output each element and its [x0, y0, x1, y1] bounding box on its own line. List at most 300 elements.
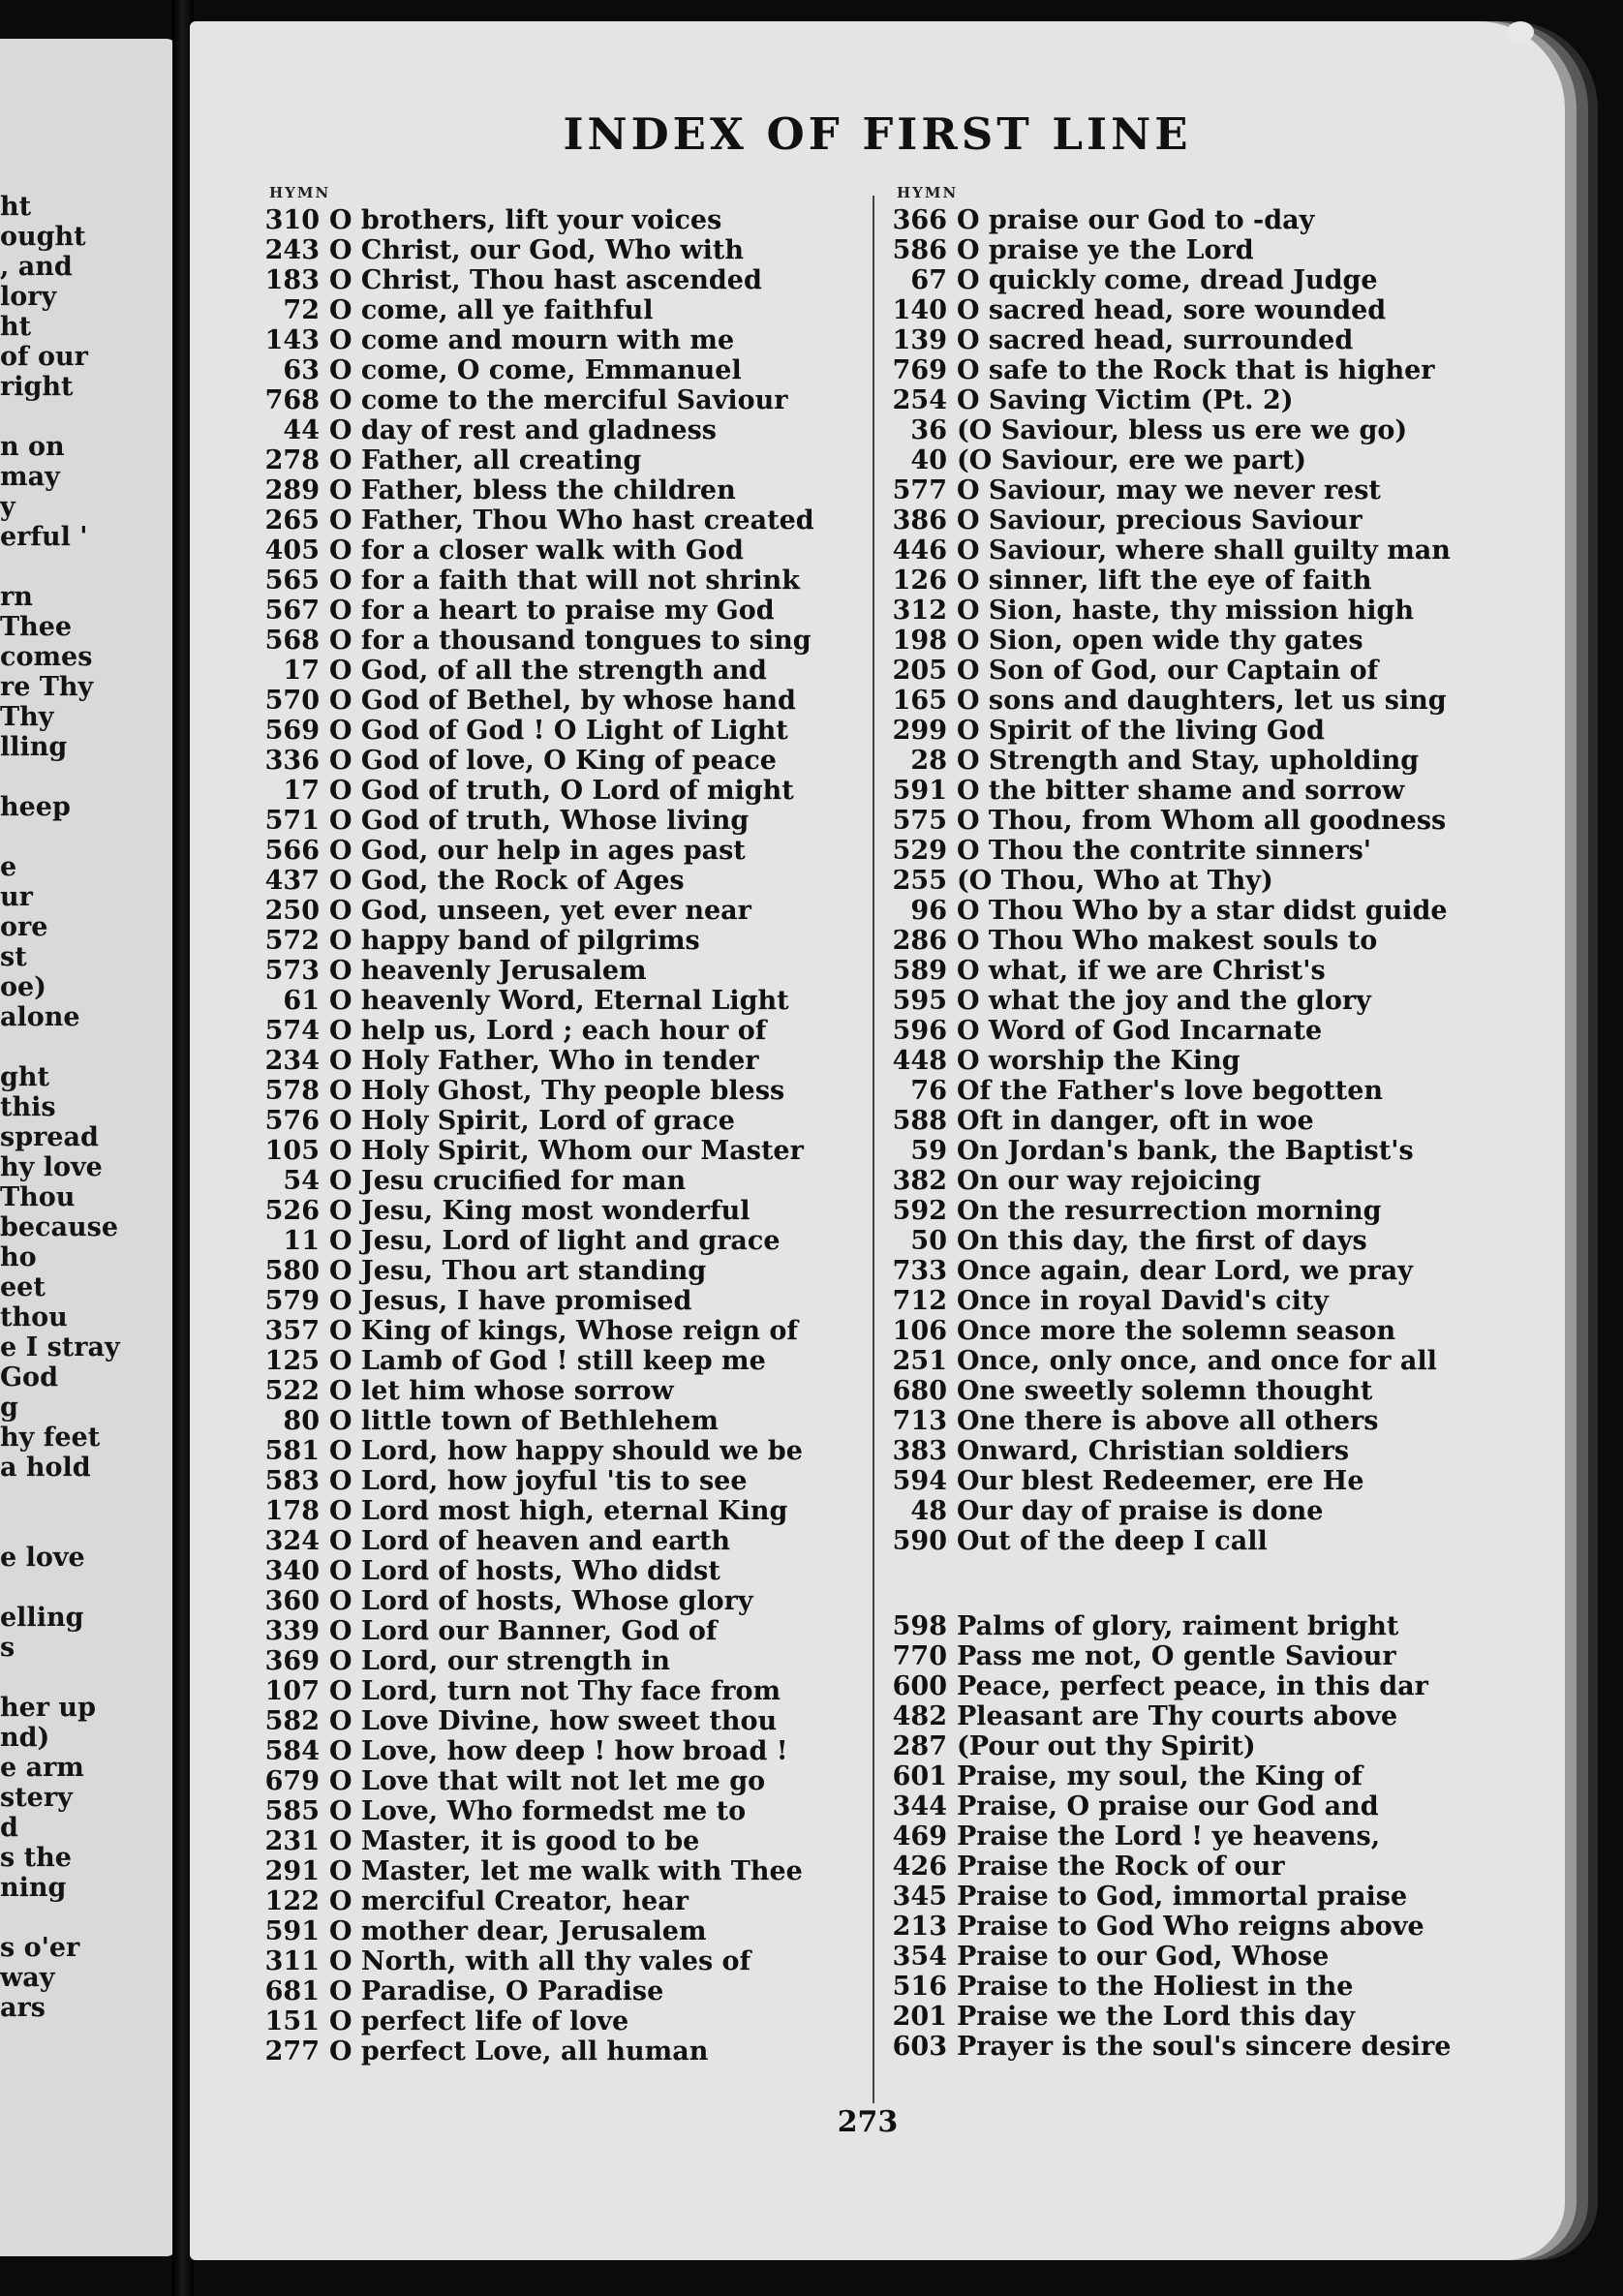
facing-page-fragment: , and	[0, 252, 73, 282]
hymn-number: 584	[264, 1736, 320, 1766]
facing-page-fragment: s the	[0, 1843, 72, 1873]
first-line-text: Of the Father's love begotten	[957, 1076, 1384, 1106]
facing-page-fragment: s o'er	[0, 1933, 80, 1963]
facing-page-fragment: rn	[0, 582, 33, 612]
index-entry	[885, 385, 1451, 415]
index-entry	[258, 1646, 814, 1676]
hymn-number: 583	[264, 1466, 320, 1496]
facing-page-fragment: ore	[0, 912, 48, 942]
index-entry	[258, 1856, 814, 1886]
index-entry	[258, 475, 814, 505]
hymn-number: 287	[892, 1731, 947, 1761]
facing-page-fragment: re Thy	[0, 672, 94, 702]
hymn-number: 576	[264, 1106, 320, 1136]
first-line-text: O God, unseen, yet ever near	[329, 896, 751, 926]
index-entry	[885, 475, 1451, 505]
hymn-number: 80	[283, 1406, 320, 1436]
hymn-number: 286	[892, 926, 947, 956]
index-entry	[885, 1136, 1451, 1166]
hymn-number: 573	[264, 956, 320, 986]
facing-page-fragment: nd)	[0, 1723, 50, 1753]
hymn-number: 603	[892, 2032, 947, 2062]
hymn-number: 278	[264, 445, 320, 475]
index-entry	[258, 1046, 814, 1076]
index-entry	[885, 2032, 1451, 2062]
facing-page-fragment: ght	[0, 1062, 49, 1092]
hymn-number: 386	[892, 505, 947, 536]
index-entry	[258, 295, 814, 325]
first-line-text: O merciful Creator, hear	[329, 1886, 689, 1916]
index-entry	[258, 1196, 814, 1226]
index-entry	[258, 205, 814, 235]
first-line-text: O Holy Ghost, Thy people bless	[329, 1076, 785, 1106]
first-line-text: O North, with all thy vales of	[329, 1946, 751, 1976]
first-line-text: Once, only once, and once for all	[957, 1346, 1437, 1376]
facing-page-fragment: of our	[0, 342, 88, 372]
hymn-number: 586	[892, 235, 947, 265]
first-line-text: O Sion, haste, thy mission high	[957, 596, 1414, 626]
hymn-number: 591	[892, 776, 947, 806]
hymn-number: 529	[892, 836, 947, 866]
hymn-number: 61	[283, 986, 320, 1016]
index-entry	[885, 1286, 1451, 1316]
hymn-number: 122	[264, 1886, 320, 1916]
first-line-text: O brothers, lift your voices	[329, 205, 722, 235]
index-entry	[885, 716, 1451, 746]
first-line-text: O Love, how deep ! how broad !	[329, 1736, 788, 1766]
first-line-text: O let him whose sorrow	[329, 1376, 674, 1406]
index-entry	[258, 1316, 814, 1346]
index-entry	[885, 1256, 1451, 1286]
first-line-text: O sinner, lift the eye of faith	[957, 566, 1372, 596]
first-line-text: Praise we the Lord this day	[957, 2002, 1356, 2032]
page-number: 273	[837, 2105, 899, 2139]
first-line-text: O mother dear, Jerusalem	[329, 1916, 707, 1946]
first-line-text: O praise ye the Lord	[957, 235, 1254, 265]
index-entry	[885, 746, 1451, 776]
first-line-text: Once in royal David's city	[957, 1286, 1329, 1316]
first-line-text: Praise to the Holiest in the	[957, 1972, 1354, 2002]
facing-page-fragment: s	[0, 1633, 15, 1663]
index-entry	[258, 1496, 814, 1526]
index-entry	[258, 1106, 814, 1136]
right-entries-o	[885, 205, 1451, 1556]
first-line-text: Our blest Redeemer, ere He	[957, 1466, 1364, 1496]
hymn-number: 426	[892, 1852, 947, 1882]
first-line-text: O Lord most high, eternal King	[329, 1496, 788, 1526]
hymn-number: 448	[892, 1046, 947, 1076]
hymn-number: 588	[892, 1106, 947, 1136]
hymn-number: 580	[264, 1256, 320, 1286]
first-line-text: O Strength and Stay, upholding	[957, 746, 1420, 776]
hymn-number: 178	[264, 1496, 320, 1526]
index-entry	[258, 445, 814, 475]
index-entry	[258, 325, 814, 355]
first-line-text: Praise to our God, Whose	[957, 1942, 1330, 1972]
facing-page-fragment: eet	[0, 1272, 46, 1302]
index-entry	[885, 1526, 1451, 1556]
index-entry	[258, 626, 814, 656]
facing-page-fragment: e I stray	[0, 1332, 120, 1362]
facing-page-fragment: spread	[0, 1122, 99, 1152]
facing-page-fragment: a hold	[0, 1453, 91, 1483]
first-line-text: O heavenly Word, Eternal Light	[329, 986, 789, 1016]
index-entry	[885, 626, 1451, 656]
first-line-text: O Spirit of the living God	[957, 716, 1325, 746]
facing-page-fragment: Thee	[0, 612, 73, 642]
hymn-number: 28	[910, 746, 947, 776]
hymn-number: 40	[910, 445, 947, 475]
first-line-text: Praise the Lord ! ye heavens,	[957, 1821, 1381, 1852]
index-entry	[885, 1972, 1451, 2002]
section-gap	[885, 1556, 1451, 1611]
hymn-number: 469	[892, 1821, 947, 1852]
facing-page-fragment: alone	[0, 1002, 80, 1032]
index-entry	[258, 505, 814, 536]
facing-page-fragment: oe)	[0, 972, 46, 1002]
first-line-text: O Paradise, O Paradise	[329, 1976, 664, 2006]
first-line-text: O worship the King	[957, 1046, 1240, 1076]
first-line-text: O Jesu, King most wonderful	[329, 1196, 750, 1226]
hymn-number: 336	[264, 746, 320, 776]
index-entry	[885, 1641, 1451, 1671]
first-line-text: Praise, O praise our God and	[957, 1791, 1379, 1821]
index-entry	[258, 1556, 814, 1586]
first-line-text: Palms of glory, raiment bright	[957, 1611, 1399, 1641]
hymn-number: 254	[892, 385, 947, 415]
hymn-number: 255	[892, 866, 947, 896]
right-column	[885, 184, 1451, 2062]
index-entry	[885, 776, 1451, 806]
index-entry	[258, 1766, 814, 1796]
index-entry	[885, 1076, 1451, 1106]
first-line-text: O Father, bless the children	[329, 475, 736, 505]
index-entry	[885, 1882, 1451, 1912]
hymn-number: 76	[910, 1076, 947, 1106]
facing-page-fragment: hy feet	[0, 1423, 101, 1453]
index-entry	[885, 1196, 1451, 1226]
index-entry	[258, 1406, 814, 1436]
index-entry	[258, 235, 814, 265]
first-line-text: O come and mourn with me	[329, 325, 735, 355]
first-line-text: O God of God ! O Light of Light	[329, 716, 788, 746]
first-line-text: O King of kings, Whose reign of	[329, 1316, 798, 1346]
hymn-number: 446	[892, 536, 947, 566]
first-line-text: O for a heart to praise my God	[329, 596, 775, 626]
hymn-number: 565	[264, 566, 320, 596]
index-entry	[258, 1226, 814, 1256]
index-entry	[258, 1436, 814, 1466]
index-entry	[885, 536, 1451, 566]
hymn-number: 369	[264, 1646, 320, 1676]
facing-page-fragment: g	[0, 1393, 18, 1423]
hymn-number: 183	[264, 265, 320, 295]
hymn-number: 105	[264, 1136, 320, 1166]
first-line-text: O sacred head, surrounded	[957, 325, 1354, 355]
facing-page-fragment: heep	[0, 792, 71, 822]
first-line-text: O Love Divine, how sweet thou	[329, 1706, 778, 1736]
hymn-number: 72	[283, 295, 320, 325]
hymn-number: 125	[264, 1346, 320, 1376]
index-entry	[885, 1106, 1451, 1136]
hymn-number: 526	[264, 1196, 320, 1226]
facing-page-fragment: d	[0, 1813, 18, 1843]
hymn-number: 590	[892, 1526, 947, 1556]
index-entry	[885, 205, 1451, 235]
first-line-text: O Saviour, may we never rest	[957, 475, 1381, 505]
facing-page-fragment: n on	[0, 432, 65, 462]
index-entry	[885, 1731, 1451, 1761]
first-line-text: O Thou, from Whom all goodness	[957, 806, 1447, 836]
first-line-text: O Master, let me walk with Thee	[329, 1856, 803, 1886]
hymn-number: 405	[264, 536, 320, 566]
hymn-number: 594	[892, 1466, 947, 1496]
index-entry	[258, 2006, 814, 2036]
index-entry	[258, 986, 814, 1016]
first-line-text: Pleasant are Thy courts above	[957, 1701, 1398, 1731]
index-entry	[258, 1616, 814, 1646]
index-entry	[885, 1912, 1451, 1942]
index-entry	[258, 956, 814, 986]
first-line-text: O Jesu, Thou art standing	[329, 1256, 707, 1286]
first-line-text: O come to the merciful Saviour	[329, 385, 788, 415]
index-entry	[885, 1942, 1451, 1972]
first-line-text: O Saving Victim (Pt. 2)	[957, 385, 1294, 415]
first-line-text: O Thou the contrite sinners'	[957, 836, 1372, 866]
hymn-number: 578	[264, 1076, 320, 1106]
first-line-text: O what the joy and the glory	[957, 986, 1371, 1016]
index-entry	[258, 896, 814, 926]
hymn-number: 265	[264, 505, 320, 536]
facing-page-fragment: ur	[0, 882, 33, 912]
first-line-text: O sons and daughters, let us sing	[957, 686, 1447, 716]
index-entry	[885, 686, 1451, 716]
index-entry	[258, 1796, 814, 1826]
first-line-text: (O Saviour, bless us ere we go)	[957, 415, 1408, 445]
index-entry	[258, 836, 814, 866]
facing-page-fragment: ht	[0, 192, 32, 222]
hymn-number: 311	[264, 1946, 320, 1976]
facing-page-fragment: ho	[0, 1242, 37, 1272]
hymn-number: 571	[264, 806, 320, 836]
index-entry	[885, 986, 1451, 1016]
facing-page-fragment: ht	[0, 312, 32, 342]
index-entry	[258, 265, 814, 295]
hymn-number: 205	[892, 656, 947, 686]
first-line-text: O Christ, Thou hast ascended	[329, 265, 762, 295]
hymn-number: 354	[892, 1942, 947, 1972]
first-line-text: One there is above all others	[957, 1406, 1379, 1436]
first-line-text: O Father, Thou Who hast created	[329, 505, 814, 536]
hymn-number: 601	[892, 1761, 947, 1791]
first-line-text: Oft in danger, oft in woe	[957, 1106, 1314, 1136]
index-entry	[258, 596, 814, 626]
first-line-text: O Lord our Banner, God of	[329, 1616, 718, 1646]
hymn-number: 344	[892, 1791, 947, 1821]
index-entry	[885, 445, 1451, 475]
hymn-number: 312	[892, 596, 947, 626]
index-entry	[885, 1016, 1451, 1046]
hymn-number: 289	[264, 475, 320, 505]
first-line-text: Onward, Christian soldiers	[957, 1436, 1350, 1466]
hymn-number: 251	[892, 1346, 947, 1376]
hymn-number: 143	[264, 325, 320, 355]
index-entry	[885, 1671, 1451, 1701]
first-line-text: O Love that wilt not let me go	[329, 1766, 766, 1796]
hymn-number: 50	[910, 1226, 947, 1256]
first-line-text: Once again, dear Lord, we pray	[957, 1256, 1413, 1286]
facing-page-fragment: way	[0, 1963, 55, 1993]
first-line-text: On our way rejoicing	[957, 1166, 1262, 1196]
hymn-number: 360	[264, 1586, 320, 1616]
hymn-number: 575	[892, 806, 947, 836]
hymn-number: 310	[264, 205, 320, 235]
first-line-text: O Word of God Incarnate	[957, 1016, 1323, 1046]
index-entry	[885, 1466, 1451, 1496]
index-entry	[258, 1886, 814, 1916]
facing-page-fragment: ought	[0, 222, 86, 252]
index-entry	[885, 1346, 1451, 1376]
index-entry	[885, 295, 1451, 325]
index-entry	[885, 1611, 1451, 1641]
first-line-text: O Master, it is good to be	[329, 1826, 700, 1856]
first-line-text: O for a thousand tongues to sing	[329, 626, 812, 656]
first-line-text: O Lord of hosts, Whose glory	[329, 1586, 753, 1616]
hymn-number: 600	[892, 1671, 947, 1701]
index-entry	[885, 1376, 1451, 1406]
index-entry	[258, 776, 814, 806]
hymn-number: 213	[892, 1912, 947, 1942]
index-entry	[258, 536, 814, 566]
first-line-text: O quickly come, dread Judge	[957, 265, 1378, 295]
facing-page-fragment: may	[0, 462, 60, 492]
facing-page-fragment: right	[0, 372, 74, 402]
hymn-number: 516	[892, 1972, 947, 2002]
first-line-text: O Lord, how joyful 'tis to see	[329, 1466, 748, 1496]
facing-page-fragment: God	[0, 1362, 58, 1393]
hymn-number: 598	[892, 1611, 947, 1641]
first-line-text: O Christ, our God, Who with	[329, 235, 744, 265]
first-line-text: Peace, perfect peace, in this dar	[957, 1671, 1428, 1701]
hymn-number: 522	[264, 1376, 320, 1406]
left-entries	[258, 205, 814, 2066]
index-entry	[885, 1406, 1451, 1436]
index-entry	[885, 1436, 1451, 1466]
first-line-text: Out of the deep I call	[957, 1526, 1268, 1556]
index-entry	[885, 566, 1451, 596]
hymn-number: 577	[892, 475, 947, 505]
index-entry	[258, 1826, 814, 1856]
index-entry	[885, 596, 1451, 626]
index-entry	[885, 235, 1451, 265]
page-corner-mark	[1507, 21, 1534, 43]
facing-page-fragment: stery	[0, 1783, 73, 1813]
hymn-number: 382	[892, 1166, 947, 1196]
index-entry	[258, 1166, 814, 1196]
index-entry	[258, 1466, 814, 1496]
index-entry	[885, 1166, 1451, 1196]
first-line-text: Once more the solemn season	[957, 1316, 1396, 1346]
index-entry	[885, 956, 1451, 986]
first-line-text: O Son of God, our Captain of	[957, 656, 1379, 686]
facing-page-fragment: elling	[0, 1603, 84, 1633]
index-entry	[885, 836, 1451, 866]
column-heading: HYMN	[269, 184, 331, 201]
first-line-text: O Lord of hosts, Who didst	[329, 1556, 720, 1586]
hymn-number: 566	[264, 836, 320, 866]
hymn-number: 231	[264, 1826, 320, 1856]
index-entry	[258, 415, 814, 445]
hymn-number: 291	[264, 1856, 320, 1886]
hymn-number: 151	[264, 2006, 320, 2036]
first-line-text: O what, if we are Christ's	[957, 956, 1326, 986]
hymn-number: 770	[892, 1641, 947, 1671]
hymn-number: 568	[264, 626, 320, 656]
first-line-text: On the resurrection morning	[957, 1196, 1382, 1226]
first-line-text: O for a faith that will not shrink	[329, 566, 800, 596]
first-line-text: (Pour out thy Spirit)	[957, 1731, 1256, 1761]
hymn-number: 733	[892, 1256, 947, 1286]
index-entry	[258, 716, 814, 746]
facing-page-fragment: lling	[0, 732, 68, 762]
hymn-number: 107	[264, 1676, 320, 1706]
first-line-text: Praise to God Who reigns above	[957, 1912, 1424, 1942]
hymn-number: 357	[264, 1316, 320, 1346]
hymn-number: 589	[892, 956, 947, 986]
hymn-number: 11	[283, 1226, 320, 1256]
facing-page-fragment: ars	[0, 1993, 46, 2023]
hymn-number: 567	[264, 596, 320, 626]
index-entry	[885, 2002, 1451, 2032]
index-entry	[258, 1586, 814, 1616]
hymn-number: 570	[264, 686, 320, 716]
facing-page-fragment: her up	[0, 1693, 96, 1723]
first-line-text: O Lord, how happy should we be	[329, 1436, 803, 1466]
hymn-number: 243	[264, 235, 320, 265]
hymn-number: 201	[892, 2002, 947, 2032]
hymn-number: 596	[892, 1016, 947, 1046]
facing-page-fragment: st	[0, 942, 27, 972]
first-line-text: O Jesu crucified for man	[329, 1166, 687, 1196]
index-entry	[258, 385, 814, 415]
first-line-text: O come, all ye faithful	[329, 295, 654, 325]
index-entry	[258, 926, 814, 956]
index-entry	[885, 656, 1451, 686]
index-entry	[258, 686, 814, 716]
hymn-number: 582	[264, 1706, 320, 1736]
index-entry	[258, 746, 814, 776]
index-entry	[258, 1976, 814, 2006]
facing-page-fragment: Thy	[0, 702, 54, 732]
facing-page-fragment: e arm	[0, 1753, 84, 1783]
hymn-number: 36	[910, 415, 947, 445]
index-entry	[885, 415, 1451, 445]
first-line-text: On Jordan's bank, the Baptist's	[957, 1136, 1414, 1166]
facing-page-fragment: thou	[0, 1302, 68, 1332]
first-line-text: O Saviour, precious Saviour	[957, 505, 1363, 536]
first-line-text: O God of truth, Whose living	[329, 806, 750, 836]
index-entry	[885, 926, 1451, 956]
index-entry	[885, 1821, 1451, 1852]
hymn-number: 581	[264, 1436, 320, 1466]
first-line-text: O Lamb of God ! still keep me	[329, 1346, 766, 1376]
hymn-number: 54	[283, 1166, 320, 1196]
first-line-text: Our day of praise is done	[957, 1496, 1324, 1526]
first-line-text: O little town of Bethlehem	[329, 1406, 719, 1436]
first-line-text: O Lord of heaven and earth	[329, 1526, 731, 1556]
hymn-number: 713	[892, 1406, 947, 1436]
first-line-text: Prayer is the soul's sincere desire	[957, 2032, 1452, 2062]
